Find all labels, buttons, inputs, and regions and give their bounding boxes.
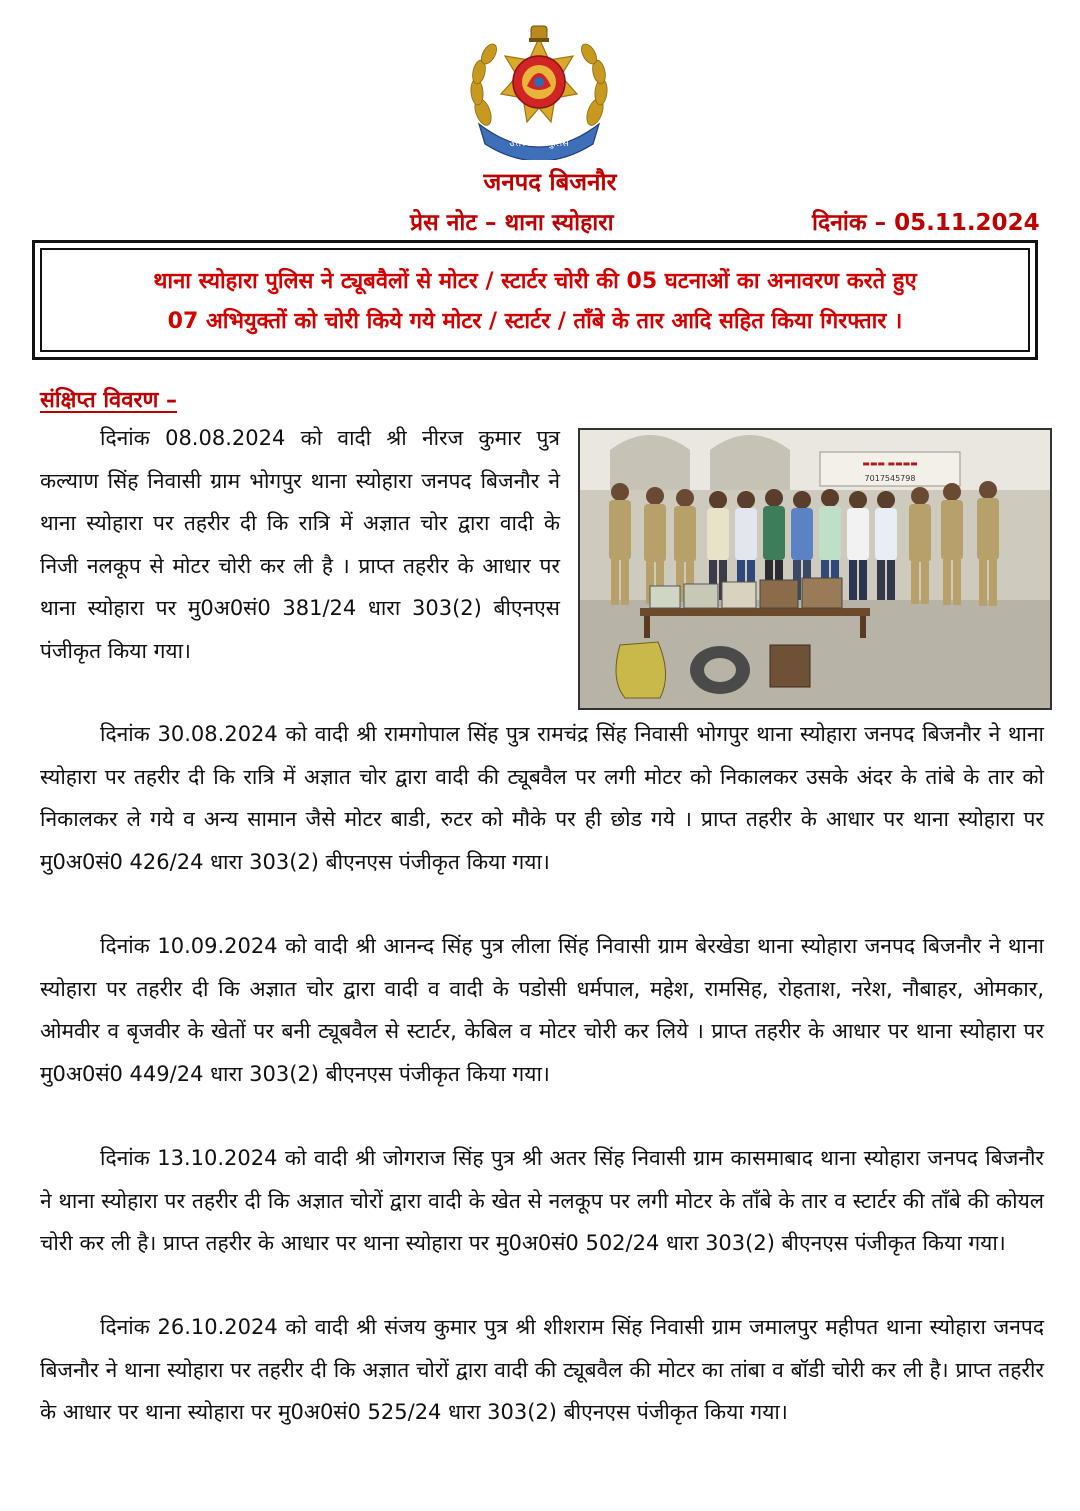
up-police-emblem bbox=[465, 20, 613, 160]
press-note-date: दिनांक – 05.11.2024 bbox=[812, 210, 1040, 236]
headline-line-1: थाना स्योहारा पुलिस ने ट्यूबवैलों से मोटर / स्टार्टर चोरी की 05 घटनाओं का अनावरण करते हुए bbox=[153, 269, 917, 294]
headline-line-2: 07 अभियुक्तों को चोरी किये गये मोटर / स्टार्टर / ताँबे के तार आदि सहित किया गिरफ्तार । bbox=[167, 309, 903, 334]
press-note-title: प्रेस नोट – थाना स्योहारा bbox=[410, 210, 614, 236]
case-paragraph-3: दिनांक 10.09.2024 को वादी श्री आनन्द सिंह पुत्र लीला सिंह निवासी ग्राम बेरखेडा थाना स्योहारा जनपद बिजनौर ने थाना स्योहारा पर तहरीर दी कि अज्ञात चोर द्वारा वादी व वादी के पडोसी धर्मपाल, महेश, रामसिह, रोहताश, नरेश, नौबाहर, ओमकार, ओमवीर व बृजवीर के खेतों पर बनी ट्यूबवैल से स्टार्टर, केबिल व मोटर चोरी कर लिये । प्राप्त तहरीर के आधार पर थाना स्योहारा पर मु0अ0सं0 449/24 धारा 303(2) बीएनएस पंजीकृत किया गया। bbox=[40, 934, 1044, 1086]
district-title: जनपद बिजनौर bbox=[483, 168, 617, 196]
photo-sign-number: 7017545798 bbox=[864, 474, 916, 483]
group-photo bbox=[578, 428, 1052, 710]
case-paragraph-5: दिनांक 26.10.2024 को वादी श्री संजय कुमार पुत्र श्री शीशराम सिंह निवासी ग्राम जमालपुर महीपत थाना स्योहारा जनपद बिजनौर ने थाना स्योहारा पर तहरीर दी कि अज्ञात चोरों द्वारा वादी की ट्यूबवैल की मोटर का तांबा व बॉडी चोरी कर ली है। प्राप्त तहरीर के आधार पर थाना स्योहारा पर मु0अ0सं0 525/24 धारा 303(2) बीएनएस पंजीकृत किया गया। bbox=[40, 1315, 1044, 1424]
group-photo-illustration bbox=[580, 430, 1050, 708]
headline-box bbox=[32, 240, 1038, 360]
emblem-ribbon-text: उत्तर प्रदेश पुलिस bbox=[509, 138, 569, 149]
summary-heading: संक्षिप्त विवरण – bbox=[40, 388, 178, 413]
case-paragraph-1: दिनांक 08.08.2024 को वादी श्री नीरज कुमार पुत्र कल्याण सिंह निवासी ग्राम भोगपुर थाना स्योहारा जनपद बिजनौर ने थाना स्योहारा पर तहरीर दी कि रात्रि में अज्ञात चोर द्वारा वादी के निजी नलकूप से मोटर चोरी कर ली है । प्राप्त तहरीर के आधार पर थाना स्योहारा पर मु0अ0सं0 381/24 धारा 303(2) बीएनएस पंजीकृत किया गया। bbox=[40, 426, 560, 663]
case-paragraph-2: दिनांक 30.08.2024 को वादी श्री रामगोपाल सिंह पुत्र रामचंद्र सिंह निवासी भोगपुर थाना स्योहारा जनपद बिजनौर ने थाना स्योहारा पर तहरीर दी कि रात्रि में अज्ञात चोर द्वारा वादी की ट्यूबवैल पर लगी मोटर को निकालकर उसके अंदर के तांबे के तार को निकालकर ले गये व अन्य सामान जैसे मोटर बाडी, रुटर को मौके पर ही छोड गये । प्राप्त तहरीर के आधार पर थाना स्योहारा पर मु0अ0सं0 426/24 धारा 303(2) बीएनएस पंजीकृत किया गया। bbox=[40, 722, 1044, 874]
svg-text:▬▬▬ ▬▬▬▬: ▬▬▬ ▬▬▬▬ bbox=[862, 459, 918, 468]
case-paragraph-4: दिनांक 13.10.2024 को वादी श्री जोगराज सिंह पुत्र श्री अतर सिंह निवासी ग्राम कासमाबाद थाना स्योहारा जनपद बिजनौर ने थाना स्योहारा पर तहरीर दी कि अज्ञात चोरों द्वारा वादी के खेत से नलकूप पर लगी मोटर के ताँबे के तार व स्टार्टर की ताँबे की कोयल चोरी कर ली है। प्राप्त तहरीर के आधार पर थाना स्योहारा पर मु0अ0सं0 502/24 धारा 303(2) बीएनएस पंजीकृत किया गया। bbox=[40, 1146, 1044, 1255]
